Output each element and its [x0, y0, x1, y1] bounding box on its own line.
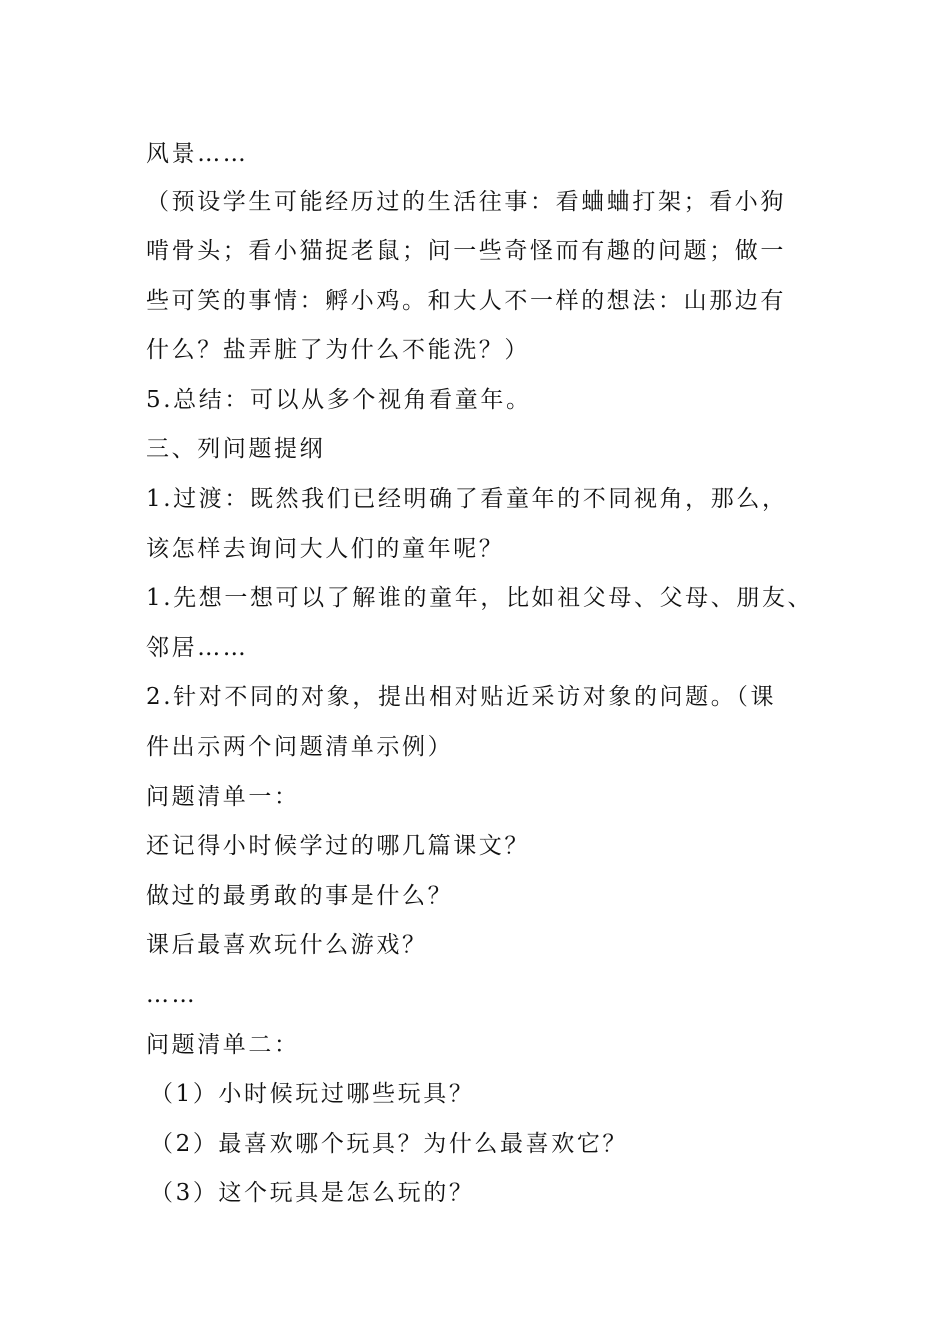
text-line: 风景……	[146, 141, 249, 167]
text-line: 什么？盐弄脏了为什么不能洗？）	[146, 337, 530, 363]
question-item: （3）这个玩具是怎么玩的？	[150, 1180, 475, 1206]
list-heading: 问题清单二：	[146, 1032, 300, 1058]
text-line: 5.总结：可以从多个视角看童年。	[146, 387, 532, 413]
question-item: （2）最喜欢哪个玩具？为什么最喜欢它？	[150, 1131, 629, 1157]
text-line: 1.先想一想可以了解谁的童年，比如祖父母、父母、朋友、	[146, 585, 814, 611]
section-heading: 三、列问题提纲	[146, 436, 326, 462]
question-item: （1）小时候玩过哪些玩具？	[150, 1081, 475, 1107]
text-line: 2.针对不同的对象，提出相对贴近采访对象的问题。（课	[146, 684, 777, 710]
question-item: 还记得小时候学过的哪几篇课文？	[146, 833, 530, 859]
text-line: 1.过渡：既然我们已经明确了看童年的不同视角，那么，	[146, 486, 788, 512]
text-line: 件出示两个问题清单示例）	[146, 734, 454, 760]
question-item: 课后最喜欢玩什么游戏？	[146, 932, 428, 958]
text-line: 邻居……	[146, 635, 249, 661]
ellipsis-line: ……	[146, 982, 198, 1008]
text-line: 啃骨头；看小猫捉老鼠；问一些奇怪而有趣的问题；做一	[146, 238, 786, 264]
list-heading: 问题清单一：	[146, 784, 300, 810]
text-line: （预设学生可能经历过的生活往事：看蛐蛐打架；看小狗	[146, 189, 786, 215]
question-item: 做过的最勇敢的事是什么？	[146, 883, 454, 909]
text-line: 该怎样去询问大人们的童年呢？	[146, 536, 505, 562]
text-line: 些可笑的事情：孵小鸡。和大人不一样的想法：山那边有	[146, 288, 786, 314]
